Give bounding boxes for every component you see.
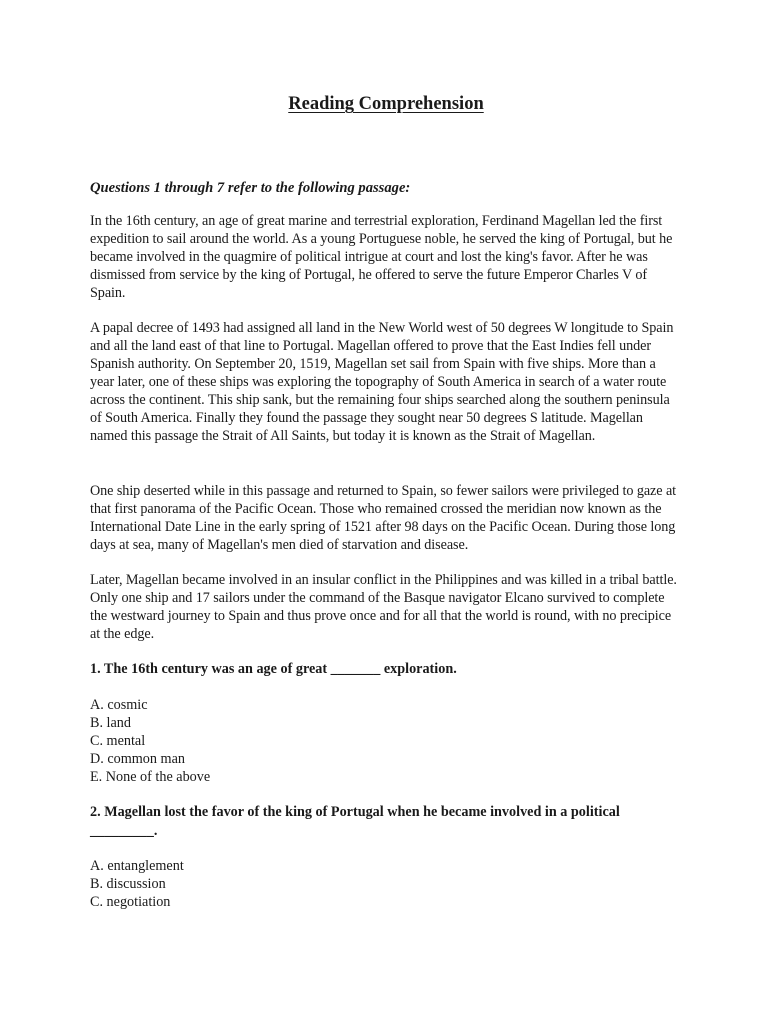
passage-instructions: Questions 1 through 7 refer to the following passage:: [90, 180, 411, 196]
question-2: 2. Magellan lost the favor of the king of Portugal when he became involved in a political _________.: [90, 804, 620, 839]
question-1-options: [90, 696, 682, 786]
passage-paragraph-2: A papal decree of 1493 had assigned all land in the New World west of 50 degrees W longitude to Spain and all the land east of that line to Portugal. Magellan offered to prove that the East Indies fell under Spanish authority. On September 20, 1519, Magellan set sail from Spain with five ships. More than a year later, one of these ships was exploring the topography of South America in search of a water route across the continent. This ship sank, but the remaining four ships searched along the southern peninsula of South America. Finally they found the passage they sought near 50 degrees S latitude. Magellan named this passage the Strait of All Saints, but today it is known as the Strait of Magellan.: [90, 320, 674, 444]
question-1: 1. The 16th century was an age of great _______ exploration.: [90, 661, 457, 677]
answer-option: C. negotiation: [90, 894, 171, 910]
answer-option: D. common man: [90, 751, 185, 767]
answer-option: B. discussion: [90, 876, 166, 892]
answer-option: C. mental: [90, 733, 146, 749]
answer-option: A. entanglement: [90, 858, 184, 874]
page-title: Reading Comprehension: [288, 94, 484, 114]
answer-option: B. land: [90, 715, 131, 731]
answer-option: E. None of the above: [90, 769, 211, 785]
passage-paragraph-3: One ship deserted while in this passage and returned to Spain, so fewer sailors were privileged to gaze at that first panorama of the Pacific Ocean. Those who remained crossed the meridian now known as the International Date Line in the early spring of 1521 after 98 days on the Pacific Ocean. During those long days at sea, many of Magellan's men died of starvation and disease.: [90, 483, 677, 553]
question-2-options: [90, 857, 682, 911]
answer-option: A. cosmic: [90, 697, 148, 713]
passage-paragraph-4: Later, Magellan became involved in an insular conflict in the Philippines and was killed in a tribal battle. Only one ship and 17 sailors under the command of the Basque navigator Elcano survived to complete the westward journey to Spain and thus prove once and for all that the world is round, with no precipice at the edge.: [90, 572, 677, 642]
passage-paragraph-1: In the 16th century, an age of great marine and terrestrial exploration, Ferdinand Magellan led the first expedition to sail around the world. As a young Portuguese noble, he served the king of Portugal, but he became involved in the quagmire of political intrigue at court and lost the king's favor. After he was dismissed from service by the king of Portugal, he offered to serve the future Emperor Charles V of Spain.: [90, 213, 673, 301]
